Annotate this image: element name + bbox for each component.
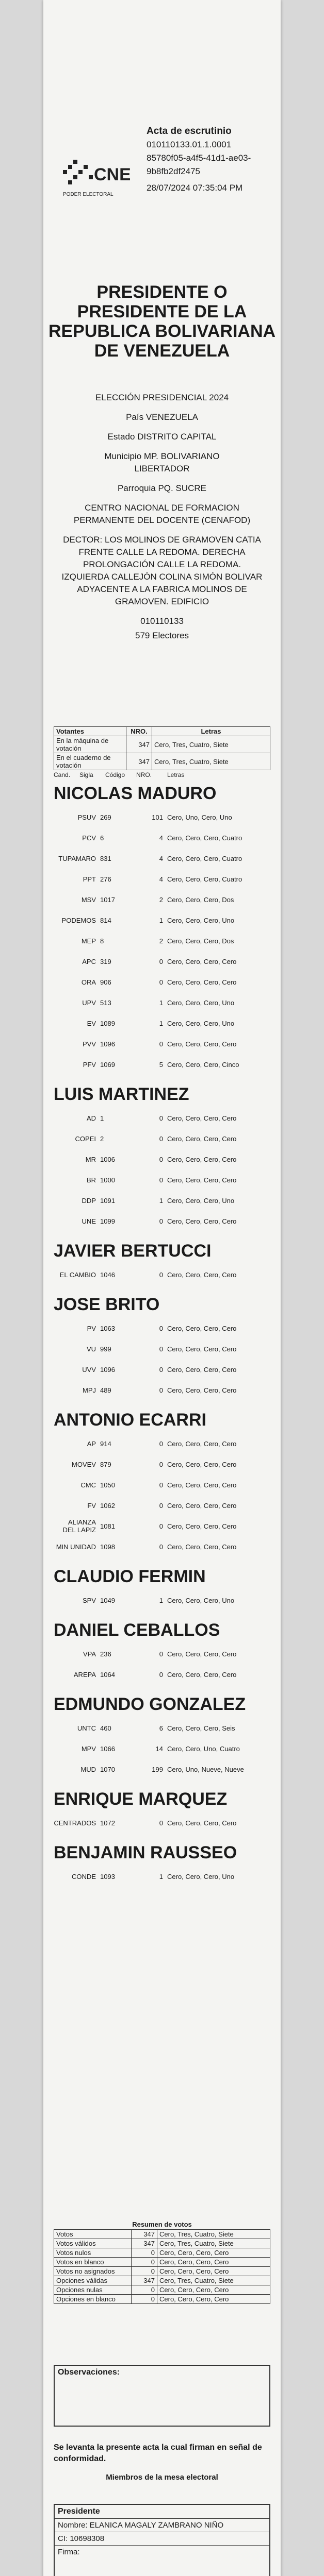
member-ci: CI: 10698308 [55, 2532, 269, 2546]
party-votes: 0 [159, 1217, 163, 1225]
center-address: DECTOR: LOS MOLINOS DE GRAMOVEN CATIA FRENTE CALLE LA REDOMA. DERECHA PROLONGACIÓN CALLE LA REDOMA. IZQUIERDA CALLEJÓN COLINA SIMÓN BOLIVAR ADYACENTE A LA FABRICA MOLINOS DE GRAMOVEN. EDIFICIO [61, 535, 263, 606]
party-sigla: UVV [82, 1365, 96, 1374]
election-title: PRESIDENTE O PRESIDENTE DE LA REPUBLICA BOLIVARIANA DE VENEZUELA [48, 282, 276, 361]
party-votes: 4 [159, 834, 163, 842]
summary-count: 347 [132, 2239, 157, 2248]
candidate-name: JOSE BRITO [54, 1295, 160, 1314]
party-sigla: BR [86, 1176, 96, 1184]
observations-label: Observaciones: [58, 2368, 120, 2377]
party-row [54, 1475, 270, 1495]
party-votes: 0 [159, 978, 163, 986]
party-row [54, 1108, 270, 1128]
machine-votes-letters: Cero, Tres, Cuatro, Siete [152, 736, 270, 753]
summary-count: 0 [132, 2248, 157, 2258]
party-sigla: MPJ [83, 1386, 96, 1394]
summary-letters: Cero, Tres, Cuatro, Siete [157, 2239, 270, 2248]
svg-text:CNE: CNE [94, 165, 130, 184]
party-sigla: UNTC [77, 1724, 96, 1732]
candidate-name: NICOLAS MADURO [54, 784, 217, 803]
party-sigla: MR [85, 1155, 96, 1163]
summary-count: 347 [132, 2230, 157, 2239]
voters-header: Votantes [54, 727, 126, 736]
summary-count: 347 [132, 2276, 157, 2285]
summary-title: Resumen de votos [132, 2221, 192, 2228]
letters-header: Letras [152, 727, 270, 736]
notebook-votes-letters: Cero, Tres, Cuatro, Siete [152, 753, 270, 770]
party-sigla: AP [87, 1439, 96, 1448]
party-votes: 0 [159, 1386, 163, 1394]
party-votes-letters: Cero, Uno, Nueve, Nueve [167, 1765, 244, 1773]
party-row [54, 1454, 270, 1475]
party-code: 1099 [100, 1217, 115, 1225]
electors-count: 579 Electores [135, 631, 189, 640]
party-code: 1098 [100, 1543, 115, 1551]
party-sigla: MPV [81, 1744, 96, 1753]
party-sigla: ALIANZA DEL LAPIZ [62, 1518, 96, 1534]
party-row [54, 1643, 270, 1664]
acta-datetime: 28/07/2024 07:35:04 PM [147, 183, 243, 193]
summary-label: Opciones nulas [54, 2285, 132, 2295]
party-votes-letters: Cero, Cero, Cero, Cero [167, 1522, 237, 1530]
party-row [54, 1812, 270, 1833]
party-row [54, 972, 270, 992]
acta-uuid-end: 9b8fb2df2475 [147, 166, 200, 176]
location-info [43, 392, 281, 649]
summary-row [54, 2267, 270, 2276]
party-row [54, 1054, 270, 1075]
center-code: 010110133 [140, 616, 184, 626]
party-code: 1070 [100, 1765, 115, 1773]
party-votes: 101 [152, 813, 163, 821]
party-code: 914 [100, 1439, 111, 1448]
party-row [54, 930, 270, 951]
party-sigla: UPV [82, 998, 96, 1007]
party-votes-letters: Cero, Cero, Cero, Cero [167, 1324, 237, 1332]
party-code: 1050 [100, 1481, 115, 1489]
party-votes-letters: Cero, Cero, Cero, Cero [167, 978, 237, 986]
party-code: 1062 [100, 1501, 115, 1510]
party-votes: 1 [159, 1019, 163, 1027]
party-row [54, 1866, 270, 1887]
col-code: Código [105, 771, 125, 778]
member-block [54, 2504, 270, 2576]
summary-row [54, 2230, 270, 2239]
country: País VENEZUELA [126, 412, 198, 422]
candidate-name: EDMUNDO GONZALEZ [54, 1694, 246, 1714]
party-row [54, 1128, 270, 1149]
summary-row [54, 2248, 270, 2258]
party-code: 236 [100, 1650, 111, 1658]
summary-row [54, 2239, 270, 2248]
party-row [54, 1190, 270, 1211]
summary-letters: Cero, Cero, Cero, Cero [157, 2267, 270, 2276]
party-votes-letters: Cero, Cero, Cero, Cinco [167, 1060, 239, 1069]
party-sigla: DDP [82, 1196, 96, 1205]
machine-votes: 347 [126, 736, 152, 753]
party-votes: 0 [159, 1650, 163, 1658]
party-votes-letters: Cero, Cero, Cero, Cero [167, 1176, 237, 1184]
party-votes: 0 [159, 1324, 163, 1332]
party-code: 1066 [100, 1744, 115, 1753]
member-name: Nombre: ELANICA MAGALY ZAMBRANO NIÑO [55, 2519, 269, 2532]
party-votes-letters: Cero, Cero, Cero, Uno [167, 916, 235, 924]
party-votes: 1 [159, 1196, 163, 1205]
party-votes-letters: Cero, Cero, Cero, Dos [167, 895, 234, 904]
party-sigla: MUD [80, 1765, 96, 1773]
candidate-name: CLAUDIO FERMIN [54, 1567, 206, 1586]
party-code: 1069 [100, 1060, 115, 1069]
party-sigla: SPV [82, 1596, 96, 1604]
party-code: 2 [100, 1134, 104, 1143]
party-votes: 4 [159, 854, 163, 862]
party-votes-letters: Cero, Cero, Cero, Cero [167, 1155, 237, 1163]
party-code: 513 [100, 998, 111, 1007]
summary-label: Opciones válidas [54, 2276, 132, 2285]
notebook-votes: 347 [126, 753, 152, 770]
party-votes-letters: Cero, Cero, Cero, Cero [167, 1386, 237, 1394]
party-votes-letters: Cero, Cero, Cero, Cero [167, 1134, 237, 1143]
party-sigla: VU [86, 1345, 96, 1353]
party-sigla: CONDE [72, 1872, 96, 1880]
summary-label: Votos no asignados [54, 2267, 132, 2276]
party-sigla: PFV [83, 1060, 96, 1069]
party-votes-letters: Cero, Cero, Cero, Cero [167, 1481, 237, 1489]
summary-row [54, 2258, 270, 2267]
party-votes: 0 [159, 1114, 163, 1122]
summary-letters: Cero, Cero, Cero, Cero [157, 2285, 270, 2295]
party-sigla: PV [87, 1324, 96, 1332]
party-sigla: EL CAMBIO [59, 1270, 96, 1279]
party-votes: 0 [159, 1460, 163, 1468]
party-sigla: MEP [81, 937, 96, 945]
party-row [54, 1590, 270, 1611]
party-row [54, 869, 270, 889]
party-votes: 0 [159, 1522, 163, 1530]
party-sigla: MOVEV [72, 1460, 96, 1468]
cne-logo [58, 149, 130, 206]
party-votes: 14 [155, 1744, 163, 1753]
party-sigla: PPT [83, 875, 96, 883]
party-sigla: ORA [81, 978, 96, 986]
acta-uuid: 85780f05-a4f5-41d1-ae03- [147, 153, 251, 163]
party-row [54, 1264, 270, 1285]
party-row [54, 1718, 270, 1738]
party-votes-letters: Cero, Cero, Cero, Uno [167, 1596, 235, 1604]
party-code: 1096 [100, 1040, 115, 1048]
party-code: 8 [100, 937, 104, 945]
party-votes-letters: Cero, Uno, Cero, Uno [167, 813, 232, 821]
summary-count: 0 [132, 2258, 157, 2267]
party-code: 1049 [100, 1596, 115, 1604]
party-sigla: EV [87, 1019, 96, 1027]
summary-row [54, 2276, 270, 2285]
party-votes: 0 [159, 1134, 163, 1143]
party-votes-letters: Cero, Cero, Cero, Dos [167, 937, 234, 945]
party-code: 1 [100, 1114, 104, 1122]
party-sigla: UNE [82, 1217, 96, 1225]
party-code: 319 [100, 957, 111, 965]
col-nro: NRO. [136, 771, 152, 778]
party-votes-letters: Cero, Cero, Cero, Cero [167, 1114, 237, 1122]
party-row [54, 848, 270, 869]
party-votes: 199 [152, 1765, 163, 1773]
columns-header [54, 771, 270, 778]
party-row [54, 910, 270, 930]
party-sigla: CENTRADOS [54, 1819, 96, 1827]
party-row [54, 1536, 270, 1557]
party-votes: 0 [159, 1481, 163, 1489]
party-row [54, 1211, 270, 1231]
party-row [54, 1664, 270, 1685]
party-votes-letters: Cero, Cero, Cero, Uno [167, 1872, 235, 1880]
party-votes: 6 [159, 1724, 163, 1732]
party-votes: 0 [159, 1501, 163, 1510]
party-votes: 1 [159, 1596, 163, 1604]
party-sigla: PSUV [77, 813, 96, 821]
party-votes-letters: Cero, Cero, Cero, Cero [167, 1650, 237, 1658]
candidate-name: BENJAMIN RAUSSEO [54, 1843, 237, 1862]
state: Estado DISTRITO CAPITAL [107, 432, 217, 442]
party-code: 1081 [100, 1522, 115, 1530]
candidate-name: ANTONIO ECARRI [54, 1410, 206, 1430]
party-votes: 1 [159, 1872, 163, 1880]
party-votes-letters: Cero, Cero, Cero, Cero [167, 1365, 237, 1374]
party-row [54, 992, 270, 1013]
summary-row [54, 2285, 270, 2295]
closing-text: Se levanta la presente acta la cual firman en señal de conformidad. [54, 2443, 262, 2463]
header-info [147, 125, 276, 195]
party-row [54, 1738, 270, 1759]
candidate-name: DANIEL CEBALLOS [54, 1620, 220, 1640]
summary-letters: Cero, Cero, Cero, Cero [157, 2295, 270, 2304]
member-role: Presidente [55, 2505, 269, 2519]
summary-letters: Cero, Tres, Cuatro, Siete [157, 2276, 270, 2285]
party-row [54, 1033, 270, 1054]
summary-label: Votos en blanco [54, 2258, 132, 2267]
party-votes: 0 [159, 1439, 163, 1448]
party-code: 6 [100, 834, 104, 842]
party-votes: 0 [159, 1345, 163, 1353]
party-code: 1017 [100, 895, 115, 904]
party-row [54, 1013, 270, 1033]
summary-count: 0 [132, 2285, 157, 2295]
party-sigla: CMC [80, 1481, 96, 1489]
summary-letters: Cero, Cero, Cero, Cero [157, 2248, 270, 2258]
party-code: 489 [100, 1386, 111, 1394]
col-sigla: Sigla [79, 771, 93, 778]
summary-count: 0 [132, 2267, 157, 2276]
party-row [54, 1516, 270, 1536]
party-code: 460 [100, 1724, 111, 1732]
municipality: Municipio MP. BOLIVARIANO LIBERTADOR [104, 451, 220, 473]
summary-letters: Cero, Tres, Cuatro, Siete [157, 2230, 270, 2239]
party-code: 1063 [100, 1324, 115, 1332]
party-sigla: TUPAMARO [58, 854, 96, 862]
party-code: 1000 [100, 1176, 115, 1184]
party-votes: 0 [159, 1040, 163, 1048]
handwritten-signature [55, 2558, 269, 2576]
party-code: 269 [100, 813, 111, 821]
party-votes-letters: Cero, Cero, Cero, Cuatro [167, 834, 242, 842]
party-sigla: FV [87, 1501, 96, 1510]
svg-text:PODER ELECTORAL: PODER ELECTORAL [63, 192, 114, 197]
party-row [54, 951, 270, 972]
candidate-name: ENRIQUE MARQUEZ [54, 1789, 228, 1809]
party-code: 1091 [100, 1196, 115, 1205]
party-votes-letters: Cero, Cero, Cero, Cero [167, 1460, 237, 1468]
party-votes-letters: Cero, Cero, Cero, Uno [167, 1019, 235, 1027]
party-sigla: PCV [82, 834, 96, 842]
party-code: 1072 [100, 1819, 115, 1827]
party-votes-letters: Cero, Cero, Cero, Cero [167, 1819, 237, 1827]
party-code: 276 [100, 875, 111, 883]
summary-label: Votos válidos [54, 2239, 132, 2248]
party-code: 1096 [100, 1365, 115, 1374]
acta-code: 010110133.01.1.0001 [147, 140, 232, 149]
party-sigla: AREPA [73, 1670, 96, 1679]
party-row [54, 1433, 270, 1454]
summary-count: 0 [132, 2295, 157, 2304]
party-votes-letters: Cero, Cero, Cero, Cero [167, 1270, 237, 1279]
party-votes-letters: Cero, Cero, Uno, Cuatro [167, 1744, 240, 1753]
nro-header: NRO. [126, 727, 152, 736]
party-votes: 0 [159, 1365, 163, 1374]
party-sigla: VPA [83, 1650, 96, 1658]
candidate-name: LUIS MARTINEZ [54, 1084, 189, 1104]
party-votes: 0 [159, 1270, 163, 1279]
party-votes: 4 [159, 875, 163, 883]
party-sigla: MSV [81, 895, 96, 904]
party-votes: 5 [159, 1060, 163, 1069]
party-row [54, 1380, 270, 1400]
party-sigla: PVV [82, 1040, 96, 1048]
party-votes-letters: Cero, Cero, Cero, Cero [167, 1040, 237, 1048]
col-letters: Letras [167, 771, 185, 778]
party-votes-letters: Cero, Cero, Cero, Cero [167, 1439, 237, 1448]
party-votes-letters: Cero, Cero, Cero, Seis [167, 1724, 235, 1732]
party-votes-letters: Cero, Cero, Cero, Uno [167, 1196, 235, 1205]
party-code: 1089 [100, 1019, 115, 1027]
member-signature-label: Firma: [58, 2548, 80, 2556]
party-votes-letters: Cero, Cero, Cero, Cuatro [167, 854, 242, 862]
summary-letters: Cero, Cero, Cero, Cero [157, 2258, 270, 2267]
summary-row [54, 2295, 270, 2304]
party-votes: 0 [159, 1155, 163, 1163]
party-code: 879 [100, 1460, 111, 1468]
party-row [54, 1149, 270, 1170]
party-row [54, 807, 270, 827]
party-votes-letters: Cero, Cero, Cero, Cuatro [167, 875, 242, 883]
observations-box [54, 2365, 270, 2427]
party-sigla: MIN UNIDAD [56, 1543, 96, 1551]
party-votes: 0 [159, 1819, 163, 1827]
party-sigla: APC [82, 957, 96, 965]
summary-label: Votos nulos [54, 2248, 132, 2258]
party-sigla: PODEMOS [61, 916, 96, 924]
party-code: 1006 [100, 1155, 115, 1163]
party-row [54, 1759, 270, 1780]
party-row [54, 1170, 270, 1190]
mesa-title: Miembros de la mesa electoral [106, 2473, 218, 2482]
party-votes: 1 [159, 998, 163, 1007]
election-name: ELECCIÓN PRESIDENCIAL 2024 [95, 393, 229, 402]
party-votes: 0 [159, 957, 163, 965]
summary-label: Votos [54, 2230, 132, 2239]
party-votes: 0 [159, 1543, 163, 1551]
party-votes: 0 [159, 1176, 163, 1184]
summary-label: Opciones en blanco [54, 2295, 132, 2304]
col-cand: Cand. [54, 771, 71, 778]
party-votes-letters: Cero, Cero, Cero, Cero [167, 1345, 237, 1353]
party-row [54, 1318, 270, 1338]
summary-table [54, 2221, 270, 2304]
party-row [54, 827, 270, 848]
party-votes-letters: Cero, Cero, Cero, Cero [167, 1217, 237, 1225]
party-votes: 2 [159, 937, 163, 945]
party-votes-letters: Cero, Cero, Cero, Cero [167, 957, 237, 965]
party-code: 1046 [100, 1270, 115, 1279]
party-code: 1093 [100, 1872, 115, 1880]
party-row [54, 1495, 270, 1516]
party-votes: 2 [159, 895, 163, 904]
acta-title: Acta de escrutinio [147, 126, 232, 137]
party-votes: 0 [159, 1670, 163, 1679]
center-name: CENTRO NACIONAL DE FORMACION PERMANENTE DEL DOCENTE (CENAFOD) [73, 503, 251, 525]
party-votes-letters: Cero, Cero, Cero, Uno [167, 998, 235, 1007]
parish: Parroquia PQ. SUCRE [118, 483, 206, 493]
party-code: 814 [100, 916, 111, 924]
machine-votes-label: En la máquina de votación [54, 736, 126, 753]
party-sigla: COPEI [75, 1134, 96, 1143]
candidate-name: JAVIER BERTUCCI [54, 1241, 212, 1261]
party-row [54, 1359, 270, 1380]
party-code: 906 [100, 978, 111, 986]
party-code: 999 [100, 1345, 111, 1353]
party-votes: 1 [159, 916, 163, 924]
party-sigla: AD [86, 1114, 96, 1122]
notebook-votes-label: En el cuaderno de votación [54, 753, 126, 770]
party-votes-letters: Cero, Cero, Cero, Cero [167, 1543, 237, 1551]
party-votes-letters: Cero, Cero, Cero, Cero [167, 1670, 237, 1679]
party-row [54, 889, 270, 910]
party-votes-letters: Cero, Cero, Cero, Cero [167, 1501, 237, 1510]
party-row [54, 1338, 270, 1359]
party-code: 831 [100, 854, 111, 862]
party-code: 1064 [100, 1670, 115, 1679]
voters-table [54, 726, 270, 778]
tally-sheet [43, 0, 281, 2576]
